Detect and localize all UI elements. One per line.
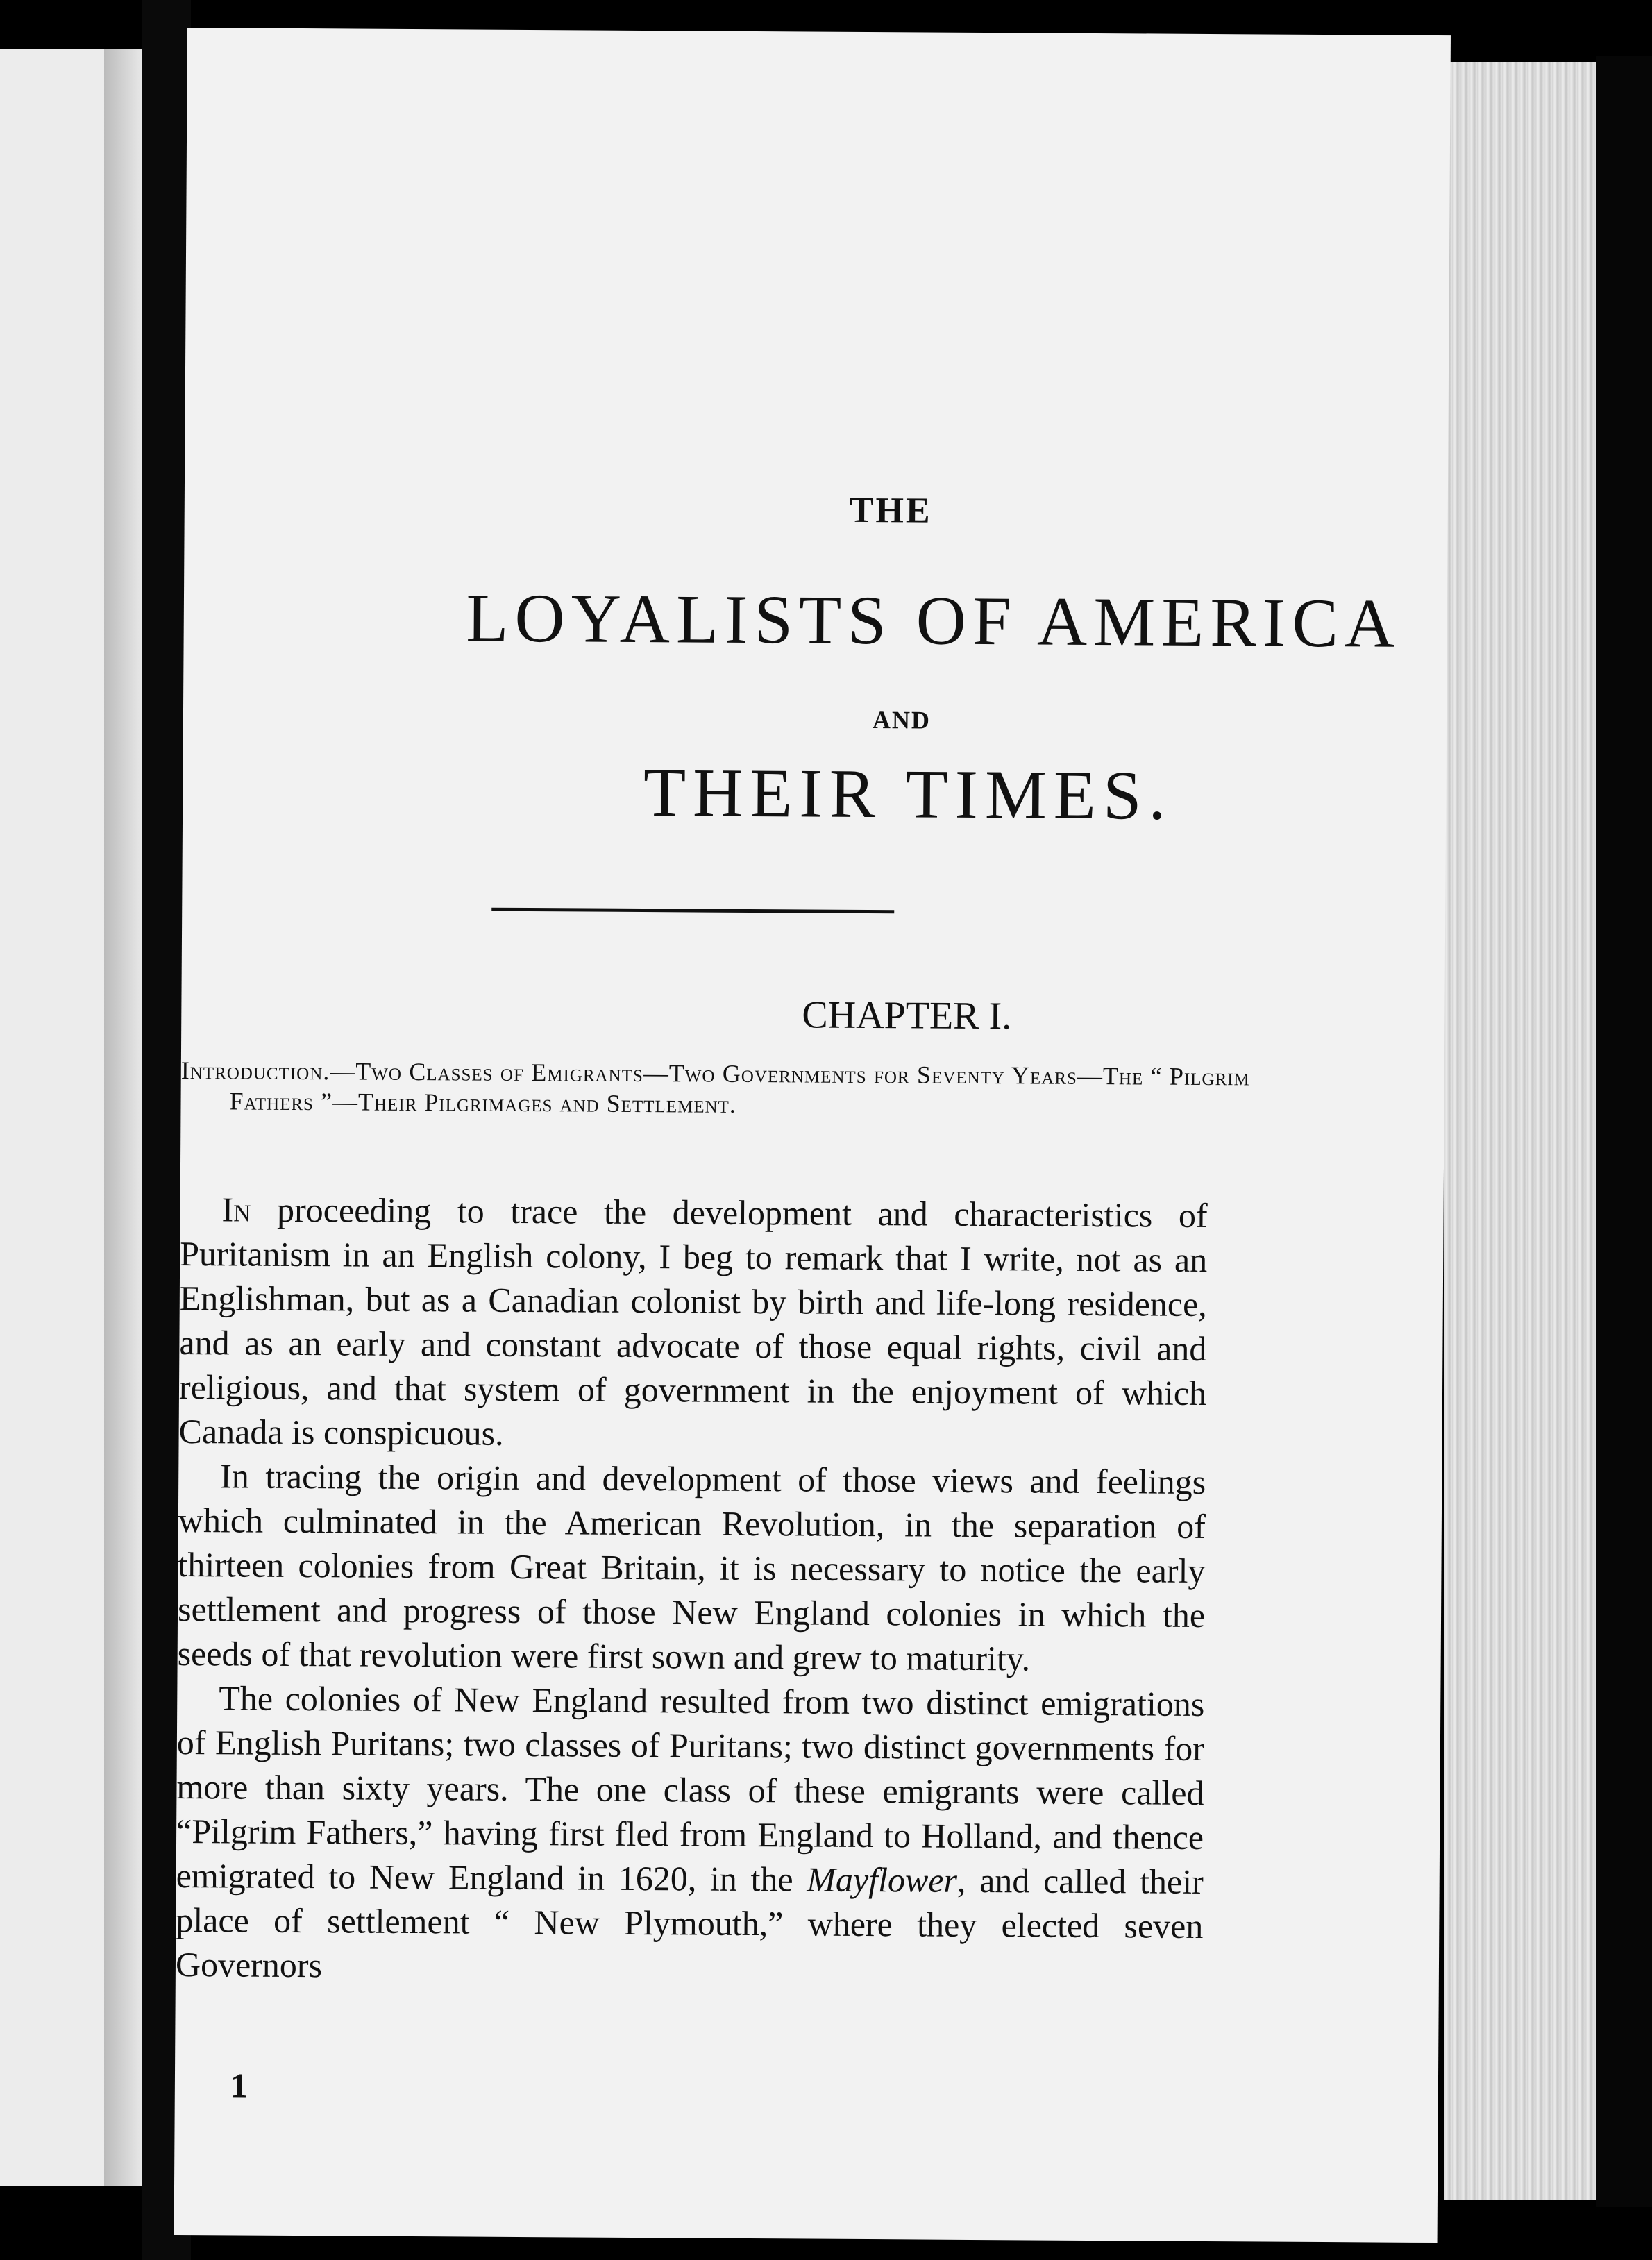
- title-rule: [491, 908, 894, 914]
- title-subtitle: THEIR TIMES.: [643, 754, 1173, 834]
- body-text: [176, 1187, 1208, 1993]
- page-number: 1: [230, 2066, 248, 2105]
- paragraph-1-text: proceeding to trace the development and characteristics of Puritanism in an English colony, I beg to remark that I write, not as an Englishman, but as a Canadian colonist by birth and life-long residence, and as an early and constant advocate of those equal rights, civil and religious, and that system of government in the enjoyment of which Canada is conspicuous.: [178, 1190, 1208, 1453]
- paragraph-1: [178, 1187, 1207, 1460]
- page-edge-shadow: [1596, 56, 1652, 2207]
- paragraph-2: In tracing the origin and development of those views and feelings which culminated in the American Revolution, in the separation of thirteen colonies from Great Britain, it is necessary to notice the early settlement and progress of those New England colonies in which the seeds of that revolution were first sown and grew to maturity.: [177, 1456, 1206, 1678]
- title-the: THE: [849, 490, 932, 531]
- paragraph-1-dropcap: In: [221, 1190, 251, 1229]
- title-and: AND: [872, 706, 932, 734]
- paragraph-3-ship-name: Mayflower: [807, 1860, 958, 1900]
- chapter-heading: CHAPTER I.: [802, 993, 1012, 1038]
- title-main: LOYALISTS OF AMERICA: [466, 579, 1401, 662]
- chapter-summary: Introduction.—Two Classes of Emigrants—Two Governments for Seventy Years—The “ Pilgrim Fathers ”—Their Pilgrimages and Settlement.: [180, 1056, 1250, 1118]
- book-page: [174, 28, 1451, 2243]
- left-page-strip: [104, 49, 142, 2186]
- paragraph-3-end: , and called their place of settlement “ New Plymouth,” where they elected seven Governors: [175, 1860, 1204, 1985]
- paragraph-3: [176, 1676, 1205, 1993]
- left-page-edge: [0, 49, 142, 2186]
- paragraph-3-start: The colonies of New England resulted from two distinct emigrations of English Puritans; two classes of Puritans; two distinct governments for more than sixty years. The one class of these emigrants were called “Pilgrim Fathers,” having first fled from England to Holland, and thence emigrated to New England in 1620, in the: [176, 1678, 1205, 1899]
